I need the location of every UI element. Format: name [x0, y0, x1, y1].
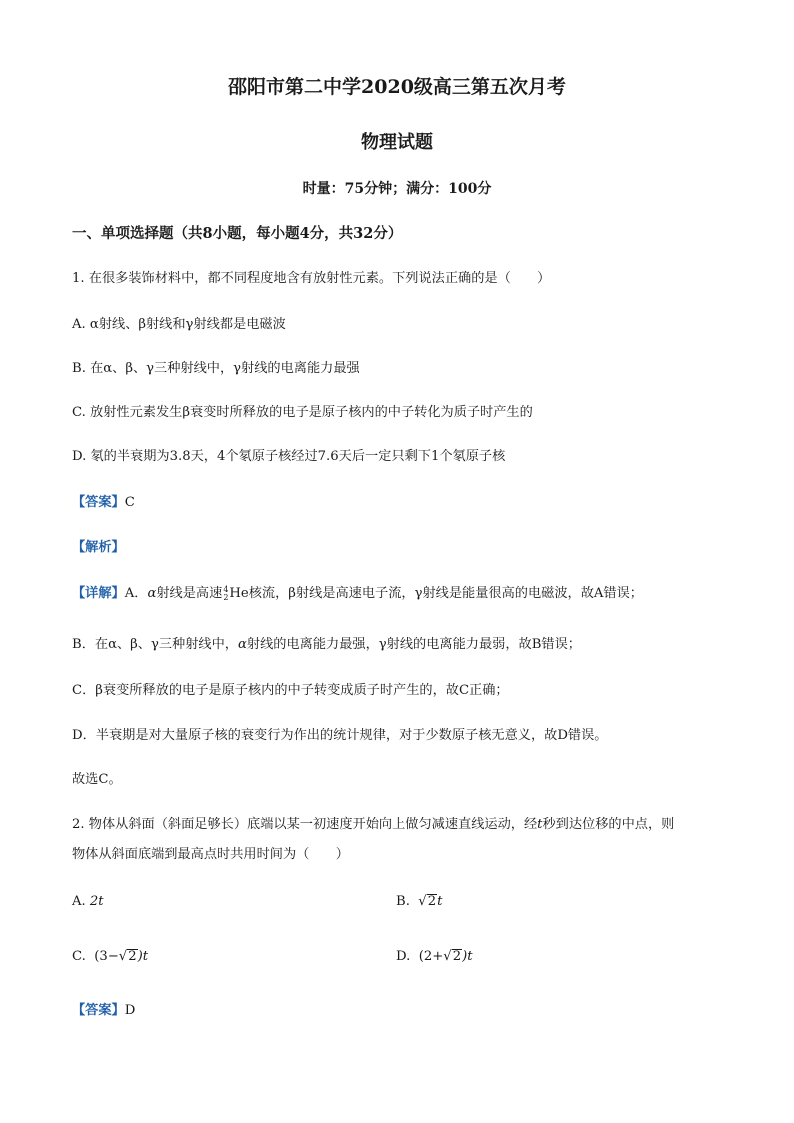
answer-tag: 【答案】: [72, 495, 125, 510]
helium-symbol: He: [229, 586, 249, 601]
exam-time-score: 时量：75分钟；满分：100分: [302, 181, 492, 197]
question-1-option-d: D. 氡的半衰期为3.8天，4个氡原子核经过7.6天后一定只剩下1个氡原子核: [72, 449, 506, 464]
detail-a-mid: 射线是高速: [156, 586, 223, 601]
analysis-tag: 【解析】: [72, 540, 125, 555]
stem-part2: 秒到达位移的中点，则: [542, 817, 675, 832]
detail-b-suffix: 射线的电离能力最强，γ射线的电离能力最弱，故B错误；: [246, 637, 581, 652]
answer-value: C: [124, 495, 135, 510]
question-1-detail-a: [72, 582, 643, 602]
detail-a-suffix: 核流，β射线是高速电子流，γ射线是能量很高的电磁波，故A错误；: [248, 586, 643, 601]
question-1-detail-b: [72, 633, 581, 652]
time-variable: t: [437, 894, 443, 909]
radicand: 2: [452, 949, 462, 964]
radicand: 2: [128, 949, 137, 964]
option-expr-post: )t: [462, 949, 473, 964]
question-1-detail-c: C．β衰变所释放的电子是原子核内的中子转变成质子时产生的，故C正确；: [72, 683, 509, 698]
option-expr-pre: (2+: [418, 949, 444, 964]
question-2-option-c: C. (3−√2)t: [72, 949, 149, 964]
question-2-option-a: [72, 894, 104, 909]
question-2-option-d: D. (2+√2)t: [396, 949, 473, 964]
option-label: B.: [396, 894, 410, 909]
detail-b-prefix: B．在α、β、γ三种射线中，: [72, 637, 238, 652]
exam-subject-title: 物理试题: [361, 132, 433, 153]
question-2-answer: [72, 999, 135, 1018]
stem-part1: 2. 物体从斜面（斜面足够长）底端以某一初速度开始向上做匀减速直线运动，经: [72, 817, 538, 832]
question-1-option-a: A. α射线、β射线和γ射线都是电磁波: [72, 317, 286, 332]
option-label: A.: [72, 894, 86, 909]
detail-tag: 【详解】: [72, 586, 125, 601]
option-label: D.: [396, 949, 411, 964]
question-2-option-b: B. √2t: [396, 894, 443, 909]
detail-a-prefix: A．: [124, 586, 148, 601]
question-1-detail-d: D．半衰期是对大量原子核的衰变行为作出的统计规律，对于少数原子核无意义，故D错误。: [72, 728, 608, 743]
time-variable: t: [537, 817, 543, 832]
question-1-analysis: [72, 536, 125, 555]
question-2-stem-line2: 物体从斜面底端到最高点时共用时间为（ ）: [72, 847, 349, 862]
alpha-symbol: α: [147, 586, 157, 601]
option-expr-pre: (3−: [94, 949, 119, 964]
option-value: 2t: [89, 894, 104, 909]
question-1-option-c: C. 放射性元素发生β衰变时所释放的电子是原子核内的中子转化为质子时产生的: [72, 405, 533, 420]
answer-value: D: [124, 1003, 136, 1018]
mass-number: 4: [223, 584, 229, 594]
radicand: 2: [427, 894, 437, 909]
exam-school-title: 邵阳市第二中学2020级高三第五次月考: [228, 76, 566, 98]
helium-nuclide-index: [223, 586, 228, 602]
question-1-answer: [72, 491, 135, 510]
question-1-stem: 1. 在很多装饰材料中，都不同程度地含有放射性元素。下列说法正确的是（ ）: [72, 271, 551, 286]
section-heading: 一、单项选择题（共8小题，每小题4分，共32分）: [72, 225, 403, 242]
option-label: C.: [72, 949, 86, 964]
question-1-conclusion: 故选C。: [72, 772, 122, 787]
question-1-option-b: B. 在α、β、γ三种射线中，γ射线的电离能力最强: [72, 361, 360, 376]
question-2-stem-line1: [72, 813, 674, 832]
option-expr-post: )t: [137, 949, 149, 964]
alpha-symbol: α: [237, 637, 247, 652]
charge-number: 2: [223, 592, 229, 602]
answer-tag: 【答案】: [72, 1003, 125, 1018]
